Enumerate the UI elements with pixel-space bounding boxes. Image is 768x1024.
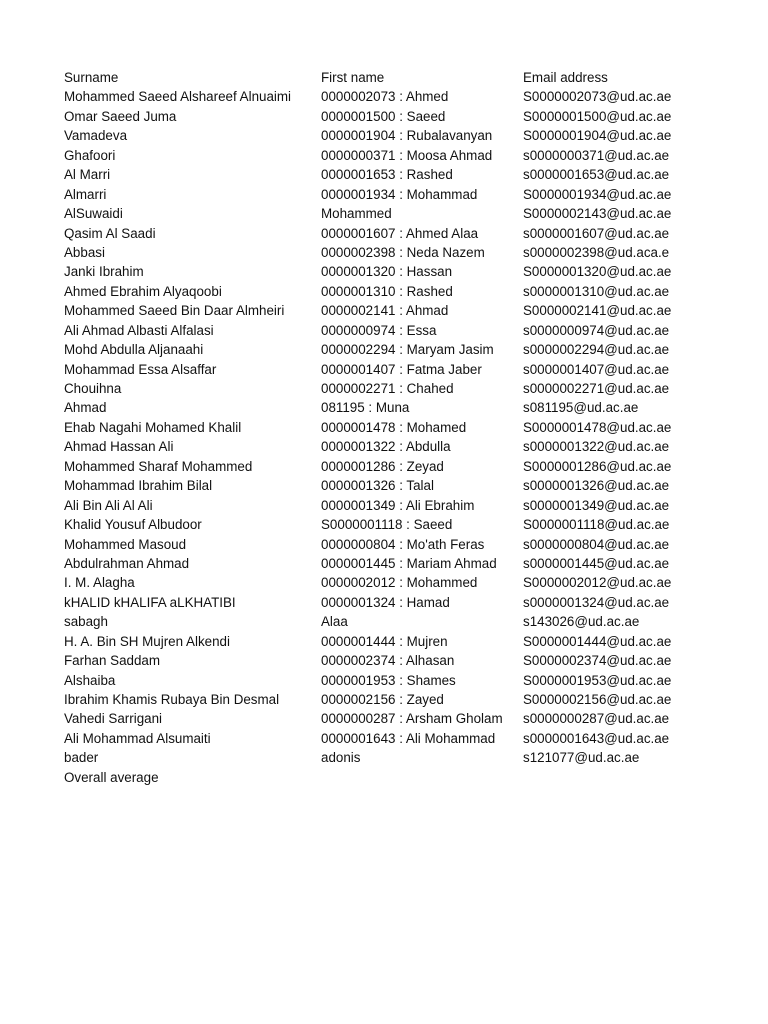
surname-cell: Mohammed Saeed Alshareef Alnuaimi <box>64 89 292 105</box>
surname-cell: bader <box>64 750 99 766</box>
email-cell: s0000000804@ud.ac.ae <box>523 536 670 552</box>
surname-cell: Janki Ibrahim <box>64 264 144 280</box>
email-cell: s0000001653@ud.ac.ae <box>523 167 670 183</box>
table-row <box>64 535 704 554</box>
first-name-cell: 0000002271 : Chahed <box>321 381 454 396</box>
first-name-cell: 0000001607 : Ahmed Alaa <box>321 225 479 241</box>
first-name-cell: 0000000287 : Arsham Gholam <box>321 711 503 727</box>
email-cell: s0000001324@ud.ac.ae <box>523 594 670 610</box>
email-cell: s0000001326@ud.ac.ae <box>523 478 670 494</box>
email-cell: s0000001607@ud.ac.ae <box>523 225 670 241</box>
first-name-cell: 0000001320 : Hassan <box>321 264 453 280</box>
email-cell: s0000002398@ud.aca.e <box>523 244 670 260</box>
table-row <box>64 165 704 184</box>
column-header-email: Email address <box>523 70 608 85</box>
table-row <box>64 340 704 359</box>
table-header <box>64 68 704 87</box>
surname-cell: Mohammed Saeed Bin Daar Almheiri <box>64 303 285 319</box>
table-row <box>64 321 704 340</box>
surname-cell: kHALID kHALIFA aLKHATIBI <box>64 594 236 610</box>
surname-cell: Abbasi <box>64 244 105 260</box>
email-cell: S0000001904@ud.ac.ae <box>523 128 672 144</box>
email-cell: s0000001322@ud.ac.ae <box>523 439 670 455</box>
first-name-cell: 0000001934 : Mohammad <box>321 186 478 202</box>
email-cell: S0000001478@ud.ac.ae <box>523 419 672 435</box>
surname-cell: Ahmad Hassan Ali <box>64 439 174 455</box>
table-row <box>64 398 704 417</box>
table-row <box>64 593 704 612</box>
table-row <box>64 476 704 495</box>
first-name-cell: 0000002374 : Alhasan <box>321 653 455 669</box>
table-row <box>64 282 704 301</box>
first-name-cell: 0000001407 : Fatma Jaber <box>321 361 482 377</box>
first-name-cell: 0000001322 : Abdulla <box>321 439 451 455</box>
surname-cell: Mohammad Ibrahim Bilal <box>64 478 213 494</box>
table-row <box>64 204 704 223</box>
surname-cell: Mohammad Essa Alsaffar <box>64 361 217 377</box>
table-row <box>64 262 704 281</box>
email-cell: S0000002156@ud.ac.ae <box>523 692 672 707</box>
first-name-cell: 0000001643 : Ali Mohammad <box>321 730 496 746</box>
first-name-cell: 0000001653 : Rashed <box>321 167 453 183</box>
email-cell: s121077@ud.ac.ae <box>523 750 640 766</box>
first-name-cell: 0000001286 : Zeyad <box>321 458 444 474</box>
table-row <box>64 690 704 709</box>
surname-cell: Ahmed Ebrahim Alyaqoobi <box>64 283 222 299</box>
first-name-cell: 0000002398 : Neda Nazem <box>321 244 485 260</box>
surname-cell: Vamadeva <box>64 128 128 144</box>
email-cell: s143026@ud.ac.ae <box>523 614 640 630</box>
email-cell: S0000001118@ud.ac.ae <box>523 517 670 533</box>
overall-average-label: Overall average <box>64 769 159 785</box>
first-name-cell: S0000001118 : Saeed <box>321 517 453 533</box>
email-cell: S0000002141@ud.ac.ae <box>523 303 672 319</box>
table-row <box>64 709 704 728</box>
table-row <box>64 671 704 690</box>
email-cell: S0000001320@ud.ac.ae <box>523 264 672 280</box>
table-row <box>64 146 704 165</box>
table-row <box>64 748 704 767</box>
surname-cell: Mohammed Sharaf Mohammed <box>64 458 253 474</box>
surname-cell: Ibrahim Khamis Rubaya Bin Desmal <box>64 692 280 707</box>
surname-cell: Ghafoori <box>64 147 116 163</box>
first-name-cell: adonis <box>321 750 361 766</box>
surname-cell: H. A. Bin SH Mujren Alkendi <box>64 633 230 649</box>
column-header-first-name: First name <box>321 70 385 85</box>
first-name-cell: 0000001478 : Mohamed <box>321 419 467 435</box>
table-row <box>64 729 704 748</box>
column-header-surname: Surname <box>64 70 119 85</box>
table-row <box>64 301 704 320</box>
email-cell: S0000001934@ud.ac.ae <box>523 186 672 202</box>
first-name-cell: 0000000804 : Mo'ath Feras <box>321 536 485 552</box>
table-row <box>64 612 704 631</box>
surname-cell: Chouihna <box>64 381 122 396</box>
first-name-cell: 0000002141 : Ahmad <box>321 303 449 319</box>
table-row <box>64 573 704 592</box>
first-name-cell: 0000001445 : Mariam Ahmad <box>321 555 497 571</box>
first-name-cell: 0000001324 : Hamad <box>321 594 450 610</box>
email-cell: s0000000974@ud.ac.ae <box>523 322 670 338</box>
email-cell: s0000000287@ud.ac.ae <box>523 711 670 727</box>
email-cell: s0000002294@ud.ac.ae <box>523 342 670 358</box>
surname-cell: I. M. Alagha <box>64 575 135 591</box>
first-name-cell: Alaa <box>321 614 348 630</box>
email-cell: s0000000371@ud.ac.ae <box>523 147 670 163</box>
first-name-cell: 0000000974 : Essa <box>321 322 437 338</box>
first-name-cell: 0000001953 : Shames <box>321 672 456 688</box>
surname-cell: Al Marri <box>64 167 111 183</box>
table-footer <box>64 768 704 787</box>
email-cell: S0000001286@ud.ac.ae <box>523 458 672 474</box>
first-name-cell: 0000001310 : Rashed <box>321 283 453 299</box>
first-name-cell: 0000001444 : Mujren <box>321 633 448 649</box>
surname-cell: sabagh <box>64 614 108 630</box>
email-cell: S0000002374@ud.ac.ae <box>523 653 672 669</box>
email-cell: S0000002073@ud.ac.ae <box>523 89 672 105</box>
table-row <box>64 360 704 379</box>
surname-cell: Qasim Al Saadi <box>64 225 156 241</box>
surname-cell: Mohd Abdulla Aljanaahi <box>64 342 204 358</box>
surname-cell: Alshaiba <box>64 672 116 688</box>
first-name-cell: 0000002012 : Mohammed <box>321 575 478 591</box>
surname-cell: Abdulrahman Ahmad <box>64 555 190 571</box>
first-name-cell: Mohammed <box>321 206 392 222</box>
table-row <box>64 554 704 573</box>
table-row <box>64 107 704 126</box>
table-row <box>64 437 704 456</box>
surname-cell: Khalid Yousuf Albudoor <box>64 517 202 533</box>
email-cell: s0000001349@ud.ac.ae <box>523 497 670 513</box>
table-row <box>64 496 704 515</box>
email-cell: S0000002012@ud.ac.ae <box>523 575 672 591</box>
first-name-cell: 0000002294 : Maryam Jasim <box>321 342 494 358</box>
surname-cell: Ahmad <box>64 400 107 416</box>
first-name-cell: 0000001326 : Talal <box>321 478 434 494</box>
first-name-cell: 0000002073 : Ahmed <box>321 89 449 105</box>
table-row <box>64 457 704 476</box>
surname-cell: AlSuwaidi <box>64 206 123 222</box>
surname-cell: Ehab Nagahi Mohamed Khalil <box>64 419 242 435</box>
email-cell: S0000001500@ud.ac.ae <box>523 108 672 124</box>
surname-cell: Omar Saeed Juma <box>64 108 177 124</box>
table-row <box>64 651 704 670</box>
first-name-cell: 081195 : Muna <box>321 400 410 416</box>
table-row <box>64 185 704 204</box>
table-body <box>64 87 704 767</box>
table-row <box>64 515 704 534</box>
surname-cell: Ali Bin Ali Al Ali <box>64 497 153 513</box>
student-table <box>64 68 704 787</box>
surname-cell: Ali Ahmad Albasti Alfalasi <box>64 322 214 338</box>
first-name-cell: 0000002156 : Zayed <box>321 692 444 707</box>
email-cell: s0000001310@ud.ac.ae <box>523 283 670 299</box>
table-row <box>64 632 704 651</box>
email-cell: s081195@ud.ac.ae <box>523 400 639 416</box>
email-cell: S0000002143@ud.ac.ae <box>523 206 672 222</box>
table-row <box>64 87 704 106</box>
surname-cell: Almarri <box>64 186 107 202</box>
table-row <box>64 379 704 398</box>
email-cell: s0000002271@ud.ac.ae <box>523 381 670 396</box>
email-cell: s0000001445@ud.ac.ae <box>523 555 670 571</box>
surname-cell: Farhan Saddam <box>64 653 161 669</box>
email-cell: s0000001643@ud.ac.ae <box>523 730 670 746</box>
first-name-cell: 0000001904 : Rubalavanyan <box>321 128 493 144</box>
first-name-cell: 0000000371 : Moosa Ahmad <box>321 147 493 163</box>
surname-cell: Ali Mohammad Alsumaiti <box>64 730 211 746</box>
table-row <box>64 224 704 243</box>
table-row <box>64 126 704 145</box>
table-row <box>64 418 704 437</box>
first-name-cell: 0000001349 : Ali Ebrahim <box>321 497 475 513</box>
first-name-cell: 0000001500 : Saeed <box>321 108 446 124</box>
email-cell: S0000001953@ud.ac.ae <box>523 672 672 688</box>
table-row <box>64 243 704 262</box>
email-cell: S0000001444@ud.ac.ae <box>523 633 672 649</box>
email-cell: s0000001407@ud.ac.ae <box>523 361 670 377</box>
surname-cell: Mohammed Masoud <box>64 536 187 552</box>
surname-cell: Vahedi Sarrigani <box>64 711 163 727</box>
